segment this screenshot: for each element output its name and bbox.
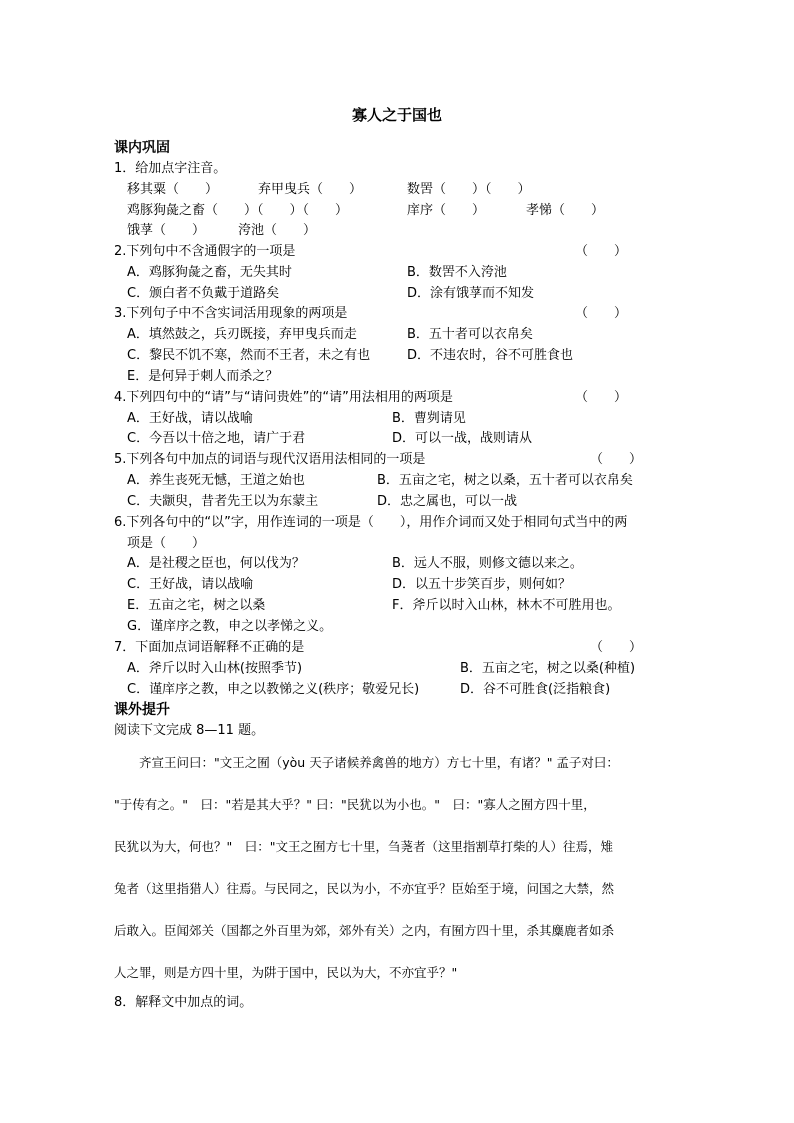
question-2-stem: 2.下列句中不含通假字的一项是 (114, 244, 296, 259)
option: B．数罟不入洿池 (407, 265, 507, 280)
question-1-stem: 1．给加点字注音。 (114, 161, 227, 176)
option: D．可以一战，战则请从 (392, 431, 533, 446)
q1-item: 数罟（ ）（ ） (407, 182, 531, 197)
passage-line: 民犹以为大，何也？" 曰："文王之囿方七十里，刍荛者（这里指割草打柴的人）往焉，雉 (114, 839, 614, 854)
question-6-stem-cont: 项是（ ） (127, 536, 206, 551)
answer-paren: （ ） (590, 640, 643, 655)
option: C．黎民不饥不寒，然而不王者，未之有也 (127, 348, 371, 363)
option: B．五亩之宅，树之以桑(种植) (460, 661, 636, 676)
q1-item: 庠序（ ） (407, 203, 486, 218)
q1-item: 弃甲曳兵（ ） (258, 182, 363, 197)
option: D．不违农时，谷不可胜食也 (407, 348, 574, 363)
option: E．是何异于刺人而杀之？ (127, 369, 279, 384)
option: B．五亩之宅，树之以桑，五十者可以衣帛矣 (377, 473, 633, 488)
passage-line: 齐宣王问曰："文王之囿（yòu 天子诸候养禽兽的地方）方七十里，有诸？" 孟子对曰： (114, 755, 619, 770)
option: A．斧斤以时入山林(按照季节) (127, 661, 303, 676)
question-5-stem: 5.下列各句中加点的词语与现代汉语用法相同的一项是 (114, 452, 426, 467)
section-heading-extension: 课外提升 (114, 702, 170, 718)
question-6-stem: 6.下列各句中的“以”字，用作连词的一项是（ ），用作介词而又处于相同句式当中的两 (114, 515, 628, 530)
option: A．是社稷之臣也，何以伐为？ (127, 556, 305, 571)
answer-paren: （ ） (590, 452, 643, 467)
passage-line: "于传有之。" 曰："若是其大乎？" 曰："民犹以为小也。" 曰："寡人之囿方四十里， (114, 797, 596, 812)
option: C．颁白者不负戴于道路矣 (127, 286, 280, 301)
option: A．王好战，请以战喻 (127, 411, 253, 426)
option: G．谨庠序之教，申之以孝悌之义。 (127, 619, 333, 634)
option: A．养生丧死无憾，王道之始也 (127, 473, 305, 488)
option: B．远人不服，则修文德以来之。 (392, 556, 583, 571)
option: D．忠之属也，可以一战 (377, 494, 518, 509)
question-3-stem: 3.下列句子中不含实词活用现象的两项是 (114, 306, 348, 321)
answer-paren: （ ） (575, 244, 628, 259)
option: C．王好战，请以战喻 (127, 577, 254, 592)
passage-line: 人之罪，则是方四十里，为阱于国中，民以为大，不亦宜乎？" (114, 965, 458, 980)
option: C．谨庠序之教，申之以教悌之义(秩序；敬爱兄长) (127, 682, 420, 697)
q1-item: 洿池（ ） (238, 223, 317, 238)
q1-item: 饿莩（ ） (127, 223, 206, 238)
option: A．填然鼓之，兵刃既接，弃甲曳兵而走 (127, 327, 357, 342)
section-heading-in-class: 课内巩固 (114, 140, 170, 156)
option: D．涂有饿莩而不知发 (407, 286, 535, 301)
option: F．斧斤以时入山林，林木不可胜用也。 (392, 598, 621, 613)
option: C．今吾以十倍之地，请广于君 (127, 431, 306, 446)
passage-line: 后敢入。臣闻郊关（国都之外百里为郊，郊外有关）之内，有囿方四十里，杀其麋鹿者如杀 (114, 923, 615, 938)
option: E．五亩之宅，树之以桑 (127, 598, 266, 613)
question-8-stem: 8．解释文中加点的词。 (114, 995, 253, 1010)
option: A．鸡豚狗彘之畜，无失其时 (127, 265, 292, 280)
question-4-stem: 4.下列四句中的“请”与“请问贵姓”的“请”用法相用的两项是 (114, 390, 453, 405)
answer-paren: （ ） (575, 390, 628, 405)
q1-item: 孝悌（ ） (526, 203, 605, 218)
answer-paren: （ ） (575, 306, 628, 321)
option: B．五十者可以衣帛矣 (407, 327, 533, 342)
page-title: 寡人之于国也 (351, 106, 442, 124)
q1-item: 移其粟（ ） (127, 182, 219, 197)
reading-intro: 阅读下文完成 8—11 题。 (114, 723, 265, 738)
option: D．谷不可胜食(泛指粮食) (460, 682, 611, 697)
q1-item: 鸡豚狗彘之畜（ ）（ ）（ ） (127, 203, 349, 218)
option: B．曹刿请见 (392, 411, 466, 426)
option: D．以五十步笑百步，则何如？ (392, 577, 572, 592)
option: C．夫颛臾，昔者先王以为东蒙主 (127, 494, 319, 509)
passage-line: 兔者（这里指猎人）往焉。与民同之，民以为小，不亦宜乎？臣始至于境，问国之大禁，然 (114, 881, 615, 896)
question-7-stem: 7．下面加点词语解释不正确的是 (114, 640, 305, 655)
